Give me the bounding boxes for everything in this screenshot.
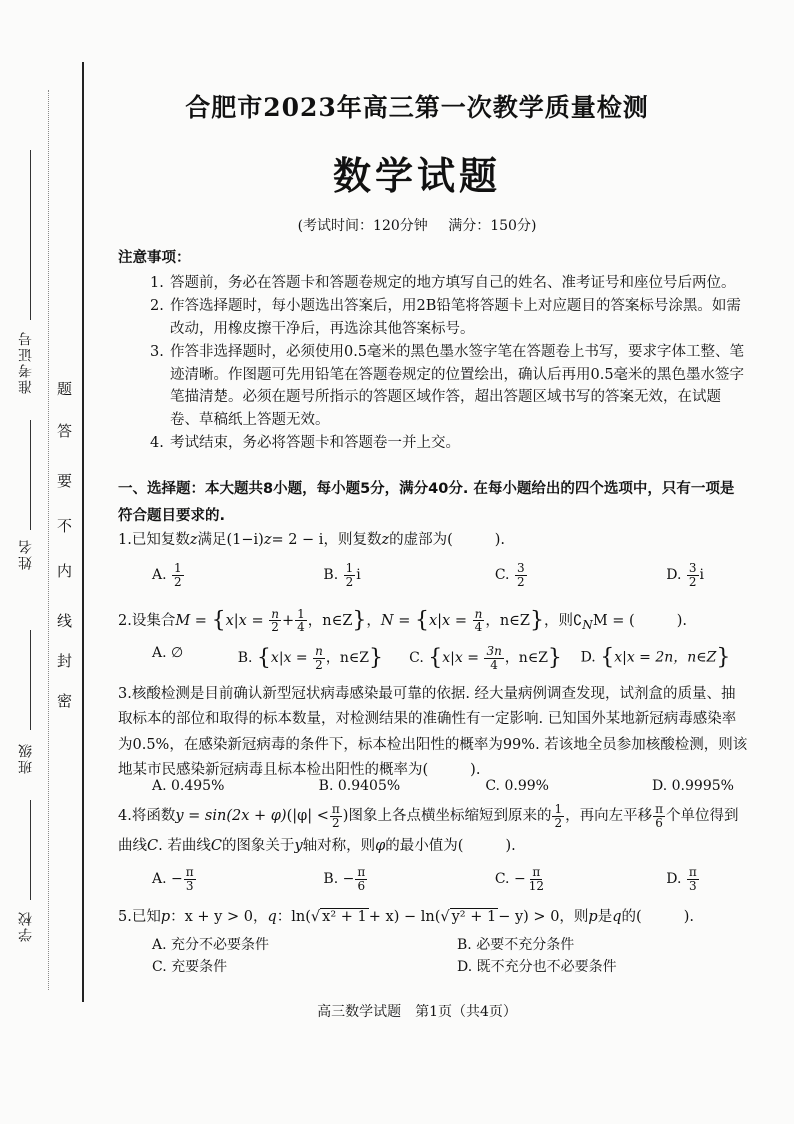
q1-options [152, 562, 752, 588]
note-text: 答题前，务必在答题卡和答题卷规定的地方填写自己的姓名、准考证号和座位号后两位。 [170, 275, 736, 291]
den: 2 [345, 574, 354, 589]
option-d[interactable] [666, 866, 752, 892]
q5-end: 的( [621, 909, 642, 925]
note-num: 1. [150, 275, 164, 291]
in-z: ，n∈Z [325, 650, 369, 667]
option-label: C. − [494, 871, 526, 888]
q4-mid2: ，再向左平移 [565, 808, 653, 824]
option-label: A. [152, 567, 167, 584]
option-d[interactable]: D. 既不充分也不必要条件 [457, 959, 617, 975]
option-b[interactable]: B. 必要不充分条件 [457, 937, 575, 953]
notes-title: 注意事项： [118, 250, 191, 266]
name-label: 姓名 [18, 538, 34, 570]
q4-end: 的最小值为( [385, 837, 464, 854]
option-label: D. [580, 649, 596, 666]
num: 1 [345, 561, 354, 575]
num: 1 [554, 801, 563, 816]
in-z: ，n∈Z [485, 612, 530, 629]
section-heading: 一、选择题：本大题共8小题，每小题5分，满分40分. 在每小题给出的四个选项中，只有一项是符合题目要求的. [118, 481, 735, 524]
note-item [150, 432, 748, 454]
den: 3 [689, 878, 697, 893]
den: 6 [357, 878, 366, 893]
var-x: x [283, 650, 292, 667]
num: 1 [297, 606, 305, 621]
q4-func: y = sin(2x + φ) [175, 808, 287, 824]
num: 1 [174, 561, 182, 575]
q2-end: ). [676, 612, 687, 629]
var-q: q [612, 909, 622, 925]
q5-end2: ). [683, 909, 694, 925]
num: n [315, 644, 323, 658]
option-b[interactable]: B. 0.9405% [318, 778, 401, 794]
q1-var: z [381, 532, 390, 548]
q5-q-expr5: − y) > 0，则 [498, 909, 589, 925]
option-c[interactable]: C. 0.99% [485, 778, 549, 794]
in-z: ，n∈Z [504, 650, 548, 667]
num: 3 [688, 561, 697, 575]
var-x: x [225, 612, 234, 629]
var-p: p [588, 909, 598, 925]
exam-id-label: 准考证号 [18, 330, 34, 394]
in-z: ，n∈Z [307, 612, 353, 629]
option-c[interactable]: C. {x|x = $\frac{3n}{4}$ ，n∈Z} [409, 644, 562, 672]
question-2: 2.设集合M = {x|x = $\frac{n}{2}$ + $\frac{1}{4}$ ，n∈Z}，N = {x|x = $\frac{n}{4}$ ，n∈Z}，则$∁_NM$ = ( ). [118, 606, 687, 635]
q1-var: z [189, 532, 198, 548]
seal-char-5: 不 [57, 517, 73, 535]
q1-mid: 满足(1−i) [197, 532, 264, 548]
q4-options [152, 866, 752, 892]
option-b[interactable]: B. {x|x = $\frac{n}{2}$ ，n∈Z} [237, 644, 383, 672]
q4-mid5: 的图象关于 [221, 837, 295, 854]
sqrt-y: y² + 1 [451, 909, 497, 925]
q5-mid: 是 [597, 909, 613, 925]
page-footer: 高三数学试题 第1页（共4页） [317, 1004, 517, 1020]
curve-c: C [147, 837, 159, 854]
imag-unit: i [356, 567, 361, 584]
q1-var: z [263, 532, 272, 548]
seal-char-1: 密 [57, 692, 73, 710]
option-c[interactable] [495, 562, 666, 588]
den: 2 [174, 574, 182, 589]
option-c[interactable] [495, 866, 666, 892]
q2-options [152, 645, 752, 671]
den: 3 [185, 878, 194, 893]
q4-mid: 图象上各点横坐标缩短到原来的 [348, 808, 552, 824]
note-item [150, 341, 748, 431]
var-x: x [428, 612, 438, 629]
note-num: 4. [150, 435, 164, 452]
q4-mid4: . 若曲线 [158, 837, 211, 854]
note-num: 3. [150, 344, 164, 361]
option-d[interactable]: D. {x|x = 2n，n∈Z} [580, 645, 731, 670]
q5-p-expr: ：x + y > 0， [170, 909, 268, 925]
q2-pre: 2.设集合 [118, 612, 176, 629]
option-label: B. − [323, 871, 355, 888]
option-label: D. [666, 871, 682, 888]
q4-cond-end: ) [342, 808, 349, 824]
binding-line [82, 62, 84, 1002]
question-5: 5.已知p：x + y > 0，q：ln(√ x² + 1 + x) − ln(√ y² + 1 − y) > 0，则p是q的( ). [118, 909, 694, 925]
seal-char-4: 内 [57, 562, 73, 580]
q1-eq: = 2 − i，则复数 [271, 532, 382, 548]
name-blank[interactable] [30, 420, 31, 530]
set-n-sub: N [582, 617, 593, 632]
sqrt-x: x² + 1 [322, 909, 367, 925]
den: 2 [516, 574, 525, 589]
note-item [150, 295, 748, 340]
var-x: x [442, 612, 451, 629]
var-x: x [238, 612, 247, 629]
exam-score: 满分：150分) [448, 218, 537, 234]
var-x: x [442, 650, 451, 667]
q5-q-expr3: + x) − ln( [368, 909, 441, 925]
q4-cond: (|φ| < [286, 808, 329, 824]
q3-end: ). [470, 762, 481, 779]
curve-c: C [210, 837, 222, 854]
den: 2 [271, 620, 279, 635]
option-a[interactable]: A. ∅ [152, 645, 184, 661]
den: 4 [474, 620, 483, 635]
num: π [357, 865, 366, 879]
den: 2 [554, 815, 563, 830]
num: 3 [516, 561, 525, 575]
plus: + [281, 612, 295, 629]
den: 12 [528, 878, 544, 893]
seal-char-2: 封 [57, 652, 73, 670]
q3-options [152, 778, 752, 794]
q5-q-expr1: ：ln( [276, 909, 311, 925]
option-b[interactable] [323, 866, 494, 892]
q1-post: 的虚部为( [389, 532, 453, 548]
den: 2 [332, 815, 340, 830]
var-x: x [614, 649, 623, 666]
q3-text: 3.核酸检测是目前确认新型冠状病毒感染最可靠的依据. 经大量病例调查发现，试剂盒的质量、抽取标本的部位和取得的标本数量，对检测结果的准确性有一定影响. 已知国外某地新冠病毒感染率为0.5%，在感染新冠病毒的条件下，标本检出阳性的概率为99%. 若该地全员参加核酸检测，则该地某市民感染新冠病毒且标本检出阳性的概率为( [118, 686, 748, 779]
var-phi: φ [375, 837, 386, 854]
q2-qm: M = ( [592, 612, 635, 629]
option-d[interactable]: D. 0.9995% [652, 778, 734, 794]
var-x: x [454, 650, 463, 667]
note-item [150, 272, 748, 294]
seal-char-7: 答 [57, 422, 73, 440]
question-3 [118, 682, 750, 784]
set-n: N [380, 612, 394, 629]
option-a[interactable]: A. 充分不必要条件 [152, 937, 270, 953]
main-title: 数学试题 [332, 153, 501, 198]
q1-pre: 1.已知复数 [118, 532, 190, 548]
var-q: q [267, 909, 277, 925]
option-d[interactable] [666, 562, 752, 588]
set-m: M [175, 612, 191, 629]
den: 6 [655, 815, 663, 830]
class-blank[interactable] [30, 630, 31, 730]
num: π [688, 865, 697, 879]
q4-pre: 4.将函数 [118, 808, 176, 824]
option-label: B. [323, 567, 339, 584]
option-a[interactable] [152, 866, 323, 892]
imag-unit: i [699, 567, 705, 584]
seal-char-6: 要 [57, 472, 73, 490]
question-4 [118, 802, 750, 861]
exam-time: (考试时间：120分钟 [297, 218, 428, 234]
option-label: D. [666, 567, 682, 584]
school-label: 学校 [18, 910, 34, 942]
num: n [474, 606, 483, 621]
num: n [271, 606, 279, 621]
q5-pre: 5.已知 [118, 909, 161, 925]
var-p: p [160, 909, 171, 925]
den: 4 [490, 657, 498, 672]
num: π [185, 865, 194, 879]
num: π [655, 801, 663, 816]
option-c[interactable]: C. 充要条件 [152, 959, 228, 975]
note-text: 作答非选择题时，必须使用0.5毫米的黑色墨水签字笔在答题卷上书写，要求字体工整、笔迹清晰。作图题可先用铅笔在答题卷规定的位置绘出，确认后再用0.5毫米的黑色墨水签字笔描清楚。必须在题号所指示的答题区域作答，超出答题区域书写的答案无效，在试题卷、草稿纸上答题无效。 [170, 344, 745, 428]
notes-list [150, 272, 748, 456]
option-a[interactable]: A. 0.495% [152, 778, 225, 794]
option-label: B. [237, 650, 253, 667]
option-b[interactable] [323, 562, 494, 588]
option-label: C. [409, 650, 424, 667]
class-label: 班级 [18, 742, 34, 774]
q4-end2: ). [505, 837, 516, 854]
question-1 [118, 527, 750, 555]
num: π [532, 865, 541, 879]
d-expr: x = 2n，n∈Z [626, 649, 717, 666]
note-num: 2. [150, 298, 164, 315]
exam-title: 合肥市2023年高三第一次教学质量检测 [185, 93, 649, 122]
num: π [331, 801, 340, 816]
q4-mid6: 轴对称，则 [302, 837, 376, 854]
exam-info [0, 215, 794, 235]
den: 2 [315, 657, 323, 672]
option-a[interactable] [152, 562, 323, 588]
den: 2 [688, 574, 697, 589]
seal-char-8: 题 [57, 380, 73, 398]
den: 4 [297, 620, 305, 635]
seal-char-3: 线 [57, 612, 73, 630]
q4-mid3: 个单位得到曲线 [118, 808, 739, 854]
q2-complement: ，则∁ [544, 612, 583, 629]
option-label: A. − [152, 871, 183, 888]
option-label: C. [494, 567, 510, 584]
school-blank[interactable] [30, 800, 31, 900]
q1-end: ). [494, 532, 506, 548]
num: 3n [486, 644, 502, 658]
q5-options [152, 934, 752, 976]
note-text: 作答选择题时，每小题选出答案后，用2B铅笔将答题卡上对应题目的答案标号涂黑。如需改动，用橡皮擦干净后，再选涂其他答案标号。 [170, 298, 741, 337]
note-text: 考试结束，务必将答题卡和答题卷一并上交。 [170, 435, 460, 452]
var-y: y [294, 837, 303, 854]
var-x: x [270, 650, 279, 667]
